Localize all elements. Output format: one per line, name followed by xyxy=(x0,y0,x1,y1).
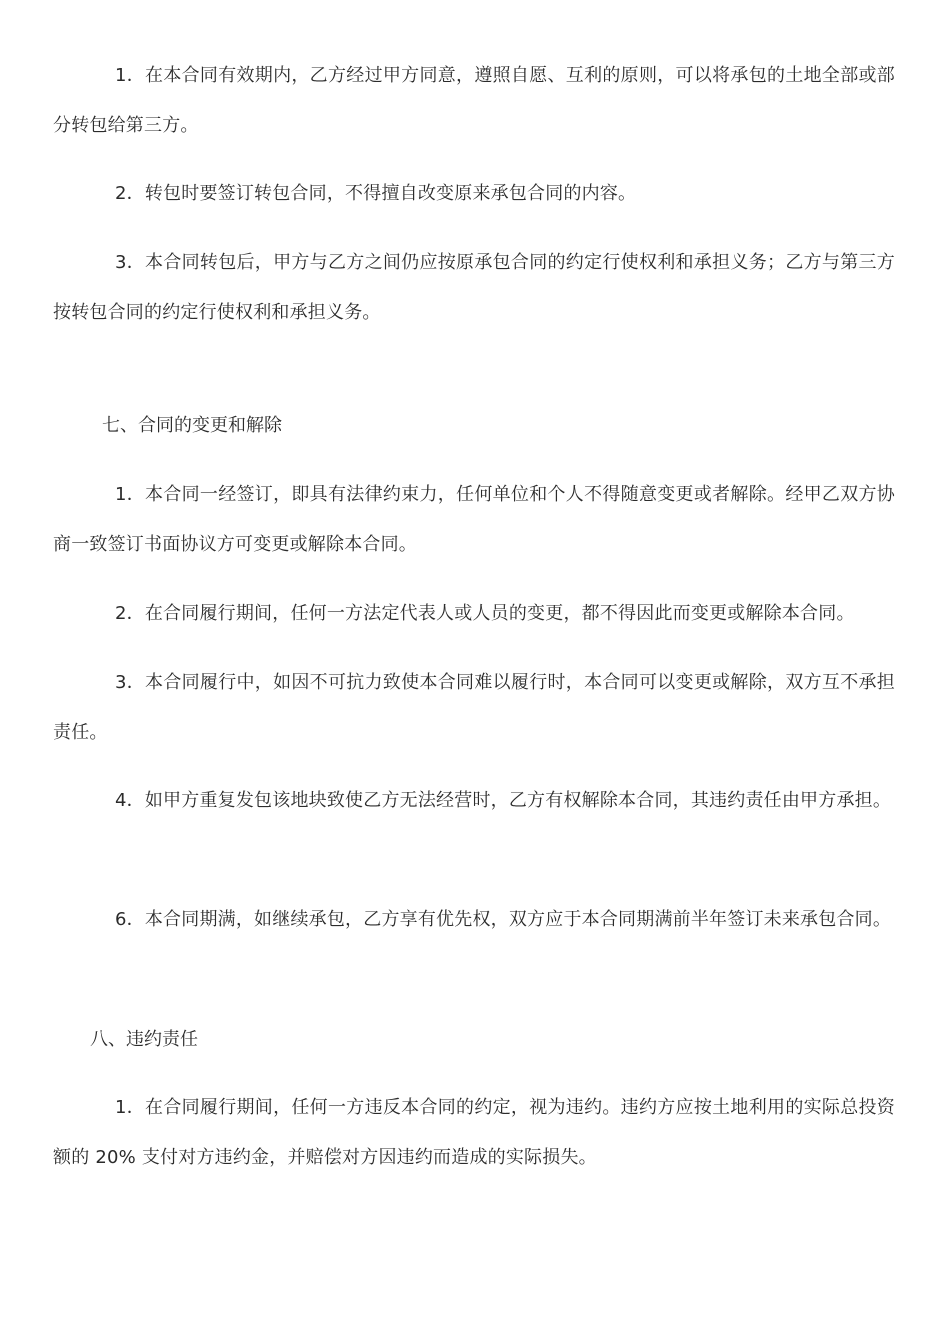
section7-item-4: 4．如甲方重复发包该地块致使乙方无法经营时，乙方有权解除本合同，其违约责任由甲方承担。 xyxy=(115,790,892,811)
section7-item-2: 2．在合同履行期间，任何一方法定代表人或人员的变更，都不得因此而变更或解除本合同。 xyxy=(115,603,855,624)
section6-item-2: 2．转包时要签订转包合同，不得擅自改变原来承包合同的内容。 xyxy=(115,183,637,204)
section7-item-3: 3．本合同履行中，如因不可抗力致使本合同难以履行时，本合同可以变更或解除，双方互不承担责任。 xyxy=(53,672,895,743)
section8-item-1: 1．在合同履行期间，任何一方违反本合同的约定，视为违约。违约方应按土地利用的实际总投资额的 20% 支付对方违约金，并赔偿对方因违约而造成的实际损失。 xyxy=(53,1097,895,1168)
section6-item-3: 3．本合同转包后，甲方与乙方之间仍应按原承包合同的约定行使权利和承担义务；乙方与第三方按转包合同的约定行使权利和承担义务。 xyxy=(53,252,895,323)
section7-item-1: 1．本合同一经签订，即具有法律约束力，任何单位和个人不得随意变更或者解除。经甲乙双方协商一致签订书面协议方可变更或解除本合同。 xyxy=(53,484,895,555)
section6-item-1: 1．在本合同有效期内，乙方经过甲方同意，遵照自愿、互利的原则，可以将承包的土地全部或部分转包给第三方。 xyxy=(53,65,895,136)
section7-heading: 七、合同的变更和解除 xyxy=(102,415,282,436)
section7-item-6: 6．本合同期满，如继续承包，乙方享有优先权，双方应于本合同期满前半年签订未来承包合同。 xyxy=(115,909,892,930)
section8-heading: 八、违约责任 xyxy=(90,1029,198,1050)
